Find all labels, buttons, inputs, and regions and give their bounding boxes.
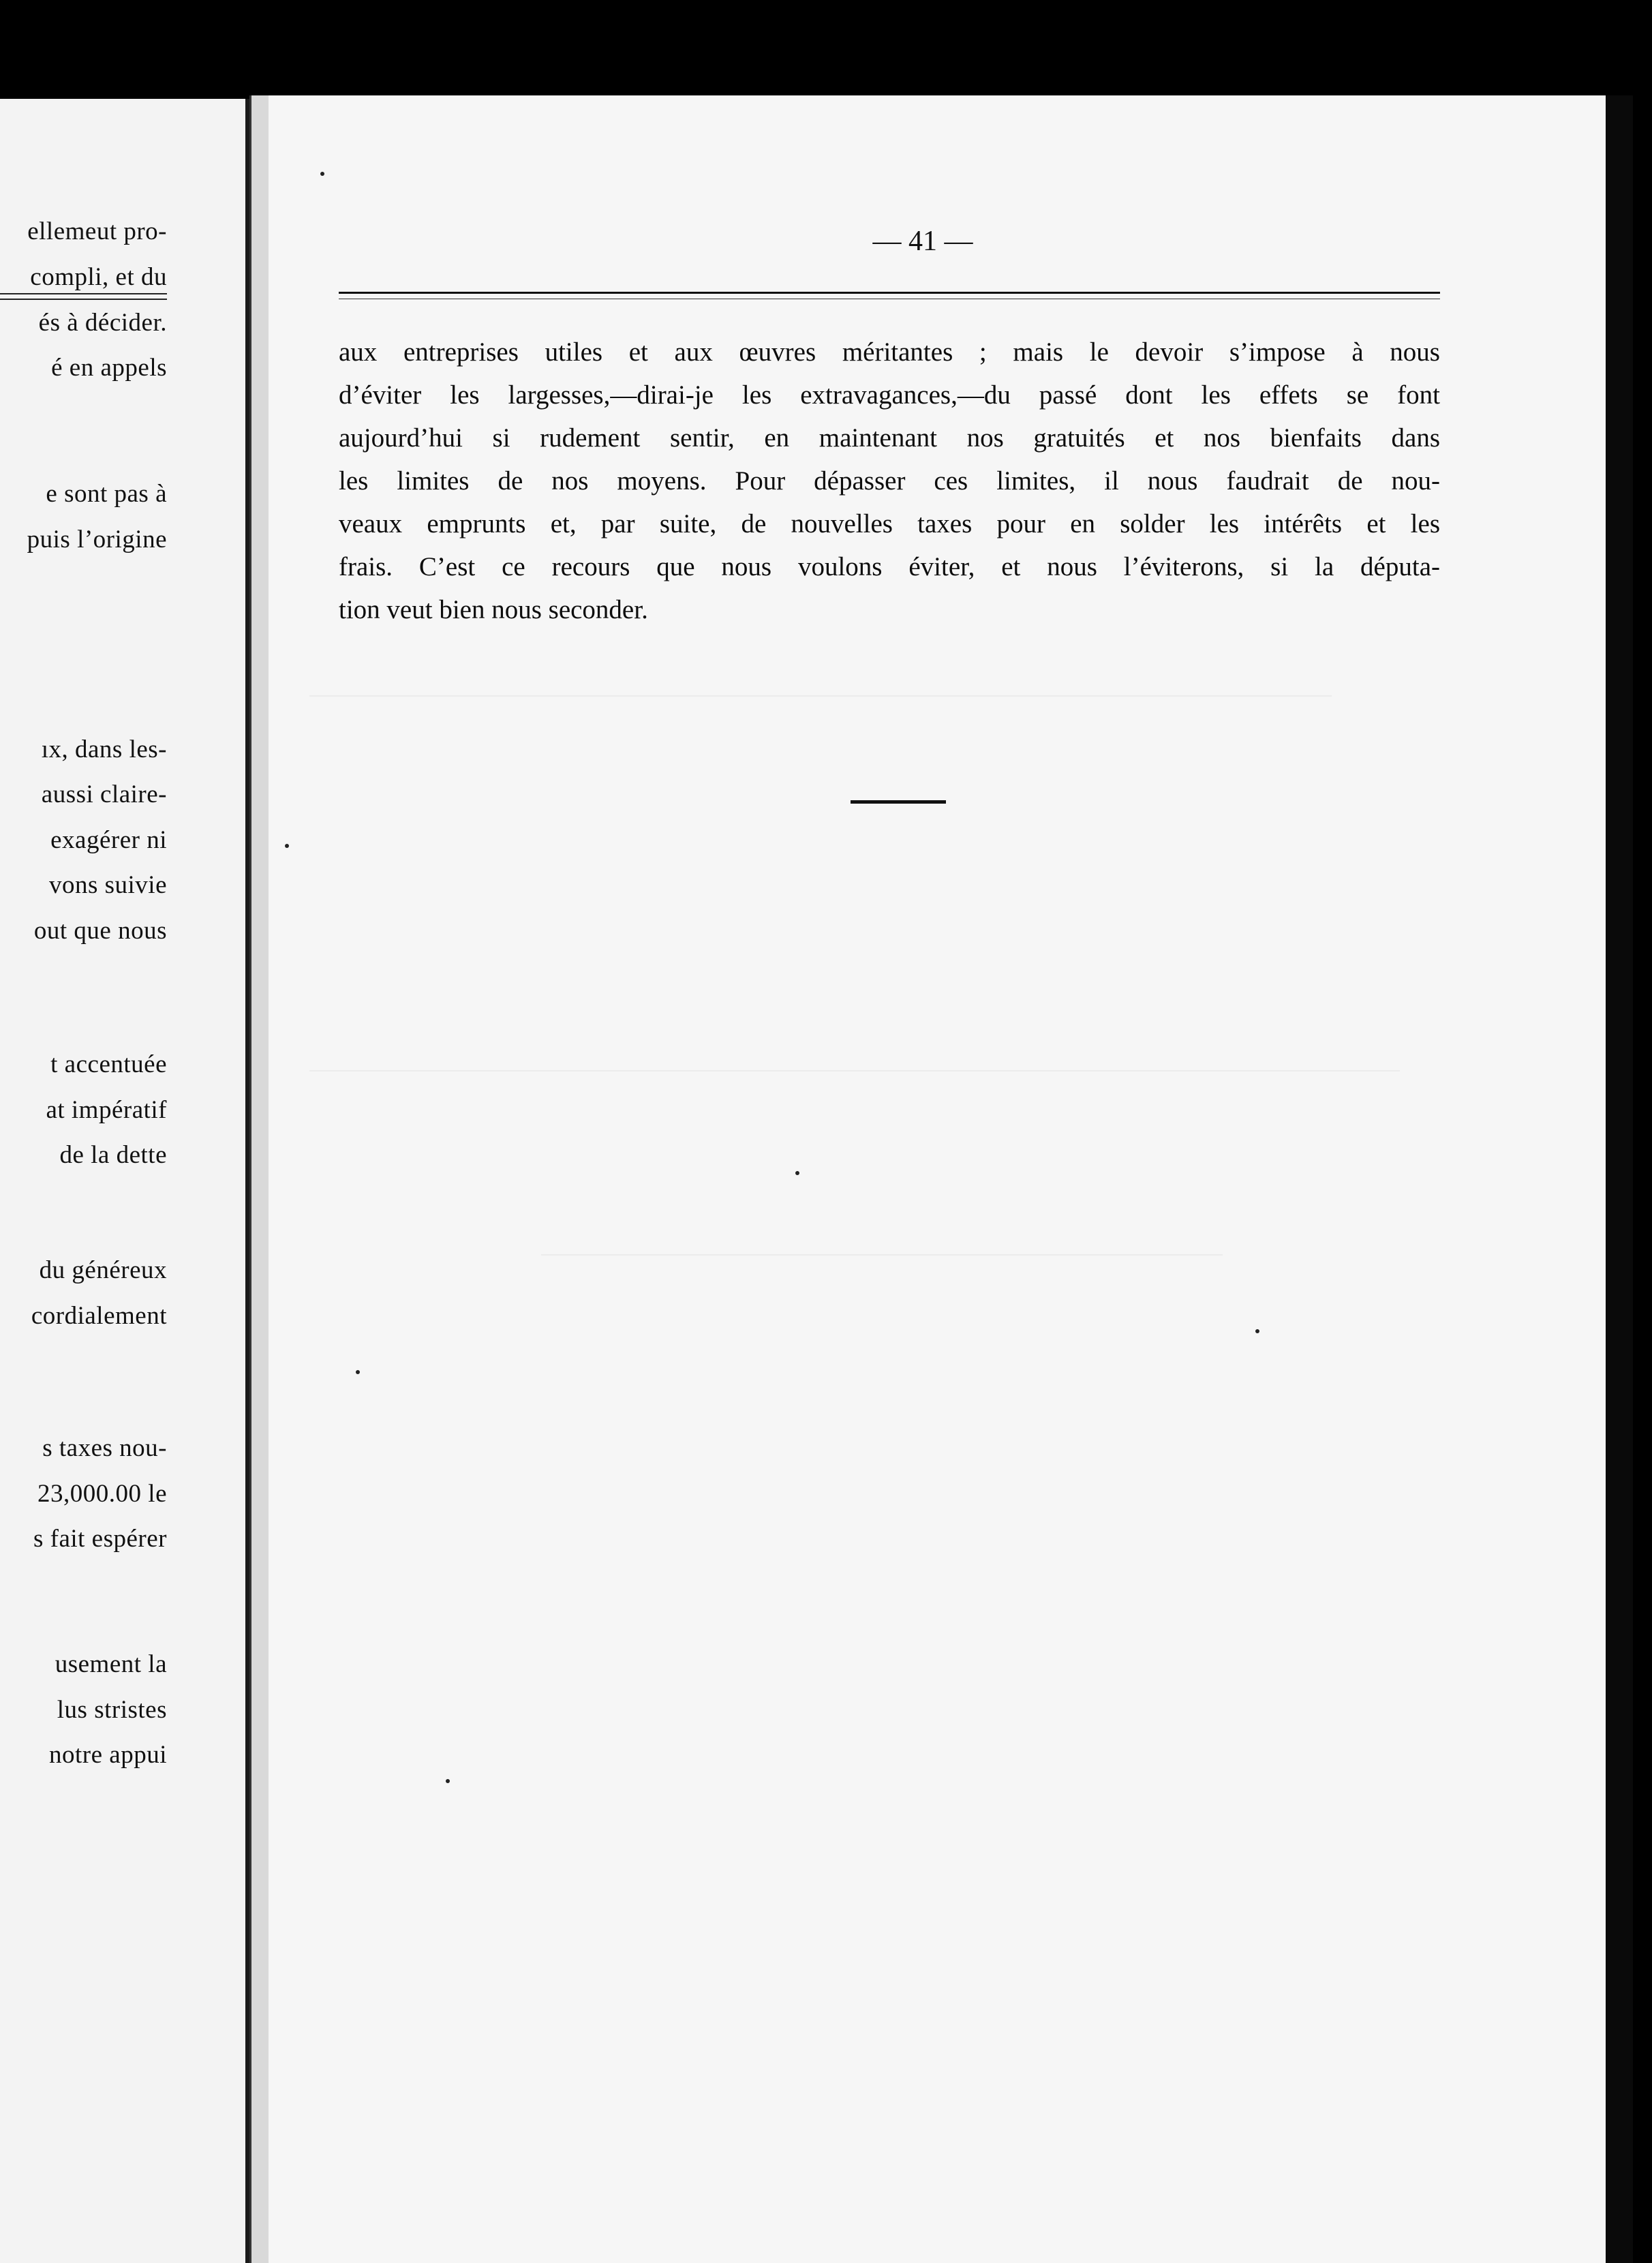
body-line: aujourd’hui si rudement sentir, en maintenant nos gratuités et nos bienfaits dans [339,423,1440,453]
previous-page-line: s taxes nou- [42,1434,167,1462]
previous-page-line: cordialement [31,1302,167,1330]
previous-page-line: du généreux [39,1256,167,1284]
previous-page-line: puis l’origine [27,526,167,553]
previous-page-line: aussi claire- [41,780,167,808]
body-line: d’éviter les largesses,—dirai-je les extravagances,—du passé dont les effets se font [339,380,1440,410]
previous-page-line: t accentuée [50,1050,167,1078]
body-line: veaux emprunts et, par suite, de nouvelles taxes pour en solder les intérêts et les [339,509,1440,538]
dust-speck [446,1779,450,1783]
previous-page-line: notre appui [49,1741,167,1769]
body-line: les limites de nos moyens. Pour dépasser ces limites, il nous faudrait de nou- [339,466,1440,496]
previous-page-line: de la dette [59,1141,167,1169]
previous-page-fragment [0,99,249,2263]
bleed-through-mark [309,1070,1400,1085]
previous-page-line: és à décider. [38,309,167,337]
previous-page-line: s fait espérer [33,1525,167,1553]
previous-page-line: compli, et du [30,263,167,291]
previous-page-line: e sont pas à [46,480,167,508]
current-page [269,95,1606,2263]
dust-speck [356,1370,360,1374]
previous-page-line: at impératif [46,1096,167,1124]
previous-page-line: out que nous [33,917,167,945]
body-paragraph [339,331,1440,631]
previous-page-line: lus stristes [57,1696,167,1724]
dust-speck [1255,1329,1259,1333]
dust-speck [795,1171,799,1175]
body-line: frais. C’est ce recours que nous voulons éviter, et nous l’éviterons, si la députa- [339,552,1440,581]
previous-page-line: 23,000.00 le [37,1480,167,1508]
previous-page-line: exagérer ni [50,826,167,854]
previous-page-line: ellemeut pro- [27,217,167,245]
bleed-through-mark [541,1254,1223,1269]
page-number: — 41 — [872,226,973,257]
dust-speck [285,844,289,848]
previous-page-line: vons suivie [48,871,167,899]
bleed-through-mark [309,695,1332,710]
previous-page-line: ıx, dans les- [41,735,167,763]
previous-page-line: usement la [55,1650,167,1678]
previous-page-line: é en appels [51,354,167,382]
dust-speck [320,172,324,176]
body-line: aux entreprises utiles et aux œuvres méritantes ; mais le devoir s’impose à nous [339,337,1440,367]
scan-border [1606,95,1633,2263]
previous-page-header-rule [0,293,167,300]
body-line: tion veut bien nous seconder. [339,595,648,624]
section-end-rule [851,800,946,804]
header-rule [339,292,1440,299]
book-gutter [249,95,271,2263]
